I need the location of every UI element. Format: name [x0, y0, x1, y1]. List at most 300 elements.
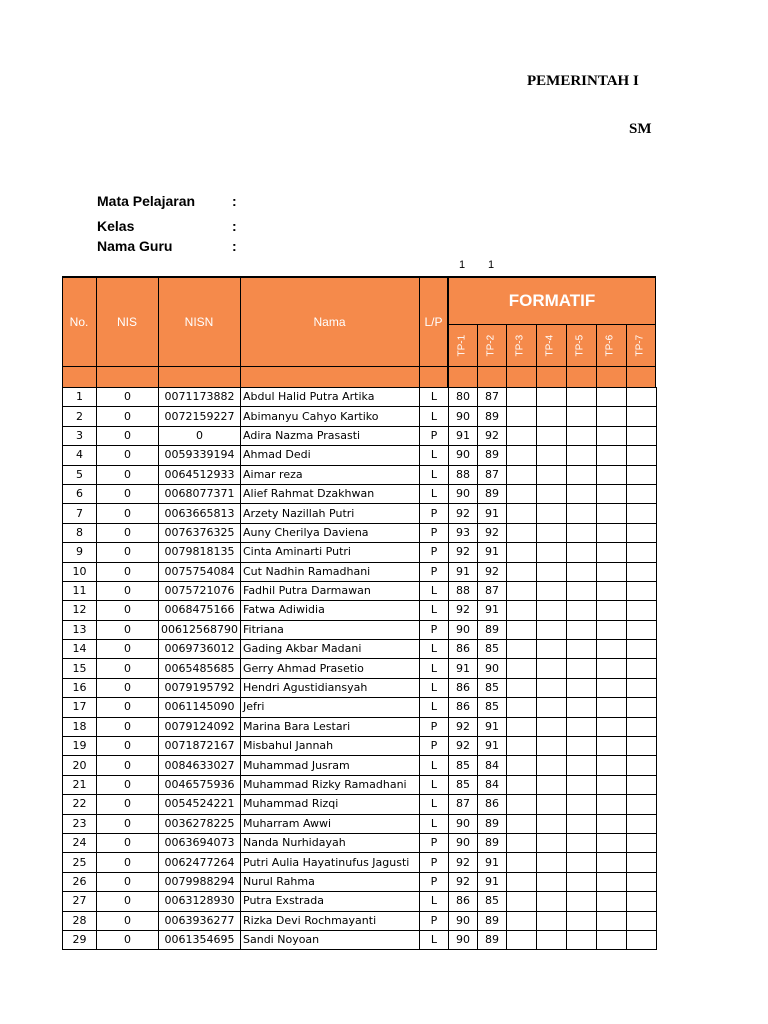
cell-tp5[interactable] [567, 601, 597, 620]
cell-nis[interactable]: 0 [97, 737, 159, 756]
cell-nis[interactable]: 0 [97, 446, 159, 465]
cell-nisn[interactable]: 0063128930 [159, 892, 241, 911]
cell-tp2[interactable]: 85 [478, 698, 507, 717]
cell-tp6[interactable] [597, 640, 627, 659]
cell-nis[interactable]: 0 [97, 930, 159, 949]
cell-nama[interactable]: Cinta Aminarti Putri [241, 543, 420, 562]
cell-tp6[interactable] [597, 659, 627, 678]
cell-tp3[interactable] [507, 717, 537, 736]
cell-tp3[interactable] [507, 872, 537, 891]
cell-tp1[interactable]: 80 [449, 388, 478, 407]
cell-tp4[interactable] [537, 465, 567, 484]
cell-tp5[interactable] [567, 504, 597, 523]
cell-tp3[interactable] [507, 775, 537, 794]
cell-tp7[interactable] [627, 388, 657, 407]
cell-tp4[interactable] [537, 484, 567, 503]
cell-tp5[interactable] [567, 678, 597, 697]
cell-nama[interactable]: Muhammad Rizky Ramadhani [241, 775, 420, 794]
cell-nama[interactable]: Misbahul Jannah [241, 737, 420, 756]
table-row[interactable] [63, 930, 657, 949]
cell-tp3[interactable] [507, 640, 537, 659]
cell-tp5[interactable] [567, 446, 597, 465]
cell-tp6[interactable] [597, 407, 627, 426]
cell-tp1[interactable]: 92 [449, 717, 478, 736]
cell-tp3[interactable] [507, 581, 537, 600]
table-row[interactable] [63, 446, 657, 465]
cell-tp1[interactable]: 88 [449, 465, 478, 484]
cell-tp7[interactable] [627, 426, 657, 445]
cell-tp2[interactable]: 85 [478, 892, 507, 911]
cell-tp7[interactable] [627, 756, 657, 775]
cell-nama[interactable]: Auny Cherilya Daviena [241, 523, 420, 542]
cell-nama[interactable]: Jefri [241, 698, 420, 717]
cell-tp4[interactable] [537, 601, 567, 620]
cell-lp[interactable]: L [420, 892, 449, 911]
cell-nama[interactable]: Marina Bara Lestari [241, 717, 420, 736]
cell-tp3[interactable] [507, 833, 537, 852]
cell-tp3[interactable] [507, 562, 537, 581]
cell-nis[interactable]: 0 [97, 640, 159, 659]
cell-tp2[interactable]: 89 [478, 620, 507, 639]
cell-nama[interactable]: Fatwa Adiwidia [241, 601, 420, 620]
cell-nisn[interactable]: 0059339194 [159, 446, 241, 465]
cell-nisn[interactable]: 0064512933 [159, 465, 241, 484]
cell-tp3[interactable] [507, 737, 537, 756]
cell-tp6[interactable] [597, 892, 627, 911]
cell-nama[interactable]: Gerry Ahmad Prasetio [241, 659, 420, 678]
cell-tp2[interactable]: 92 [478, 562, 507, 581]
cell-tp4[interactable] [537, 795, 567, 814]
cell-nis[interactable]: 0 [97, 523, 159, 542]
cell-lp[interactable]: L [420, 581, 449, 600]
cell-nama[interactable]: Rizka Devi Rochmayanti [241, 911, 420, 930]
cell-lp[interactable]: L [420, 446, 449, 465]
cell-tp6[interactable] [597, 620, 627, 639]
cell-nis[interactable]: 0 [97, 426, 159, 445]
cell-nisn[interactable]: 0076376325 [159, 523, 241, 542]
cell-tp3[interactable] [507, 601, 537, 620]
table-row[interactable] [63, 698, 657, 717]
cell-tp3[interactable] [507, 484, 537, 503]
cell-tp2[interactable]: 89 [478, 930, 507, 949]
cell-nisn[interactable]: 0068475166 [159, 601, 241, 620]
cell-nama[interactable]: Putri Aulia Hayatinufus Jagusti [241, 853, 420, 872]
cell-tp6[interactable] [597, 465, 627, 484]
cell-tp7[interactable] [627, 504, 657, 523]
cell-nama[interactable]: Hendri Agustidiansyah [241, 678, 420, 697]
table-row[interactable] [63, 814, 657, 833]
cell-lp[interactable]: P [420, 717, 449, 736]
cell-nis[interactable]: 0 [97, 581, 159, 600]
cell-tp6[interactable] [597, 678, 627, 697]
table-row[interactable] [63, 465, 657, 484]
cell-tp2[interactable]: 92 [478, 523, 507, 542]
cell-tp4[interactable] [537, 659, 567, 678]
cell-tp2[interactable]: 91 [478, 717, 507, 736]
cell-lp[interactable]: L [420, 484, 449, 503]
cell-lp[interactable]: P [420, 523, 449, 542]
cell-nis[interactable]: 0 [97, 543, 159, 562]
cell-nama[interactable]: Nanda Nurhidayah [241, 833, 420, 852]
cell-tp1[interactable]: 91 [449, 562, 478, 581]
cell-tp6[interactable] [597, 543, 627, 562]
cell-tp4[interactable] [537, 543, 567, 562]
cell-tp7[interactable] [627, 853, 657, 872]
cell-nama[interactable]: Putra Exstrada [241, 892, 420, 911]
cell-tp1[interactable]: 86 [449, 678, 478, 697]
cell-nisn[interactable]: 0065485685 [159, 659, 241, 678]
cell-tp6[interactable] [597, 504, 627, 523]
cell-tp1[interactable]: 92 [449, 872, 478, 891]
cell-tp6[interactable] [597, 426, 627, 445]
cell-tp6[interactable] [597, 814, 627, 833]
cell-nis[interactable]: 0 [97, 678, 159, 697]
table-row[interactable] [63, 775, 657, 794]
cell-tp7[interactable] [627, 523, 657, 542]
cell-nama[interactable]: Abdul Halid Putra Artika [241, 388, 420, 407]
cell-tp7[interactable] [627, 640, 657, 659]
cell-nama[interactable]: Fadhil Putra Darmawan [241, 581, 420, 600]
cell-tp7[interactable] [627, 814, 657, 833]
cell-tp4[interactable] [537, 911, 567, 930]
cell-lp[interactable]: L [420, 601, 449, 620]
cell-tp1[interactable]: 86 [449, 698, 478, 717]
cell-lp[interactable]: P [420, 853, 449, 872]
cell-nama[interactable]: Adira Nazma Prasasti [241, 426, 420, 445]
cell-nisn[interactable]: 0046575936 [159, 775, 241, 794]
cell-nisn[interactable]: 0068077371 [159, 484, 241, 503]
cell-nama[interactable]: Sandi Noyoan [241, 930, 420, 949]
cell-tp3[interactable] [507, 930, 537, 949]
cell-tp5[interactable] [567, 640, 597, 659]
cell-tp5[interactable] [567, 543, 597, 562]
cell-nama[interactable]: Fitriana [241, 620, 420, 639]
cell-tp6[interactable] [597, 930, 627, 949]
cell-tp7[interactable] [627, 678, 657, 697]
cell-nama[interactable]: Abimanyu Cahyo Kartiko [241, 407, 420, 426]
cell-nis[interactable]: 0 [97, 775, 159, 794]
cell-tp7[interactable] [627, 407, 657, 426]
cell-lp[interactable]: P [420, 620, 449, 639]
cell-tp6[interactable] [597, 911, 627, 930]
cell-tp2[interactable]: 86 [478, 795, 507, 814]
cell-tp5[interactable] [567, 562, 597, 581]
table-row[interactable] [63, 659, 657, 678]
cell-tp6[interactable] [597, 737, 627, 756]
cell-tp2[interactable]: 89 [478, 446, 507, 465]
cell-tp4[interactable] [537, 698, 567, 717]
cell-tp5[interactable] [567, 833, 597, 852]
cell-tp6[interactable] [597, 872, 627, 891]
cell-nis[interactable]: 0 [97, 853, 159, 872]
table-row[interactable] [63, 543, 657, 562]
cell-tp2[interactable]: 89 [478, 814, 507, 833]
cell-tp2[interactable]: 89 [478, 911, 507, 930]
cell-nisn[interactable]: 0063694073 [159, 833, 241, 852]
cell-nisn[interactable]: 0084633027 [159, 756, 241, 775]
cell-nis[interactable]: 0 [97, 833, 159, 852]
table-row[interactable] [63, 484, 657, 503]
cell-tp2[interactable]: 87 [478, 581, 507, 600]
cell-lp[interactable]: L [420, 795, 449, 814]
cell-tp5[interactable] [567, 407, 597, 426]
cell-nama[interactable]: Gading Akbar Madani [241, 640, 420, 659]
cell-tp7[interactable] [627, 795, 657, 814]
cell-nisn[interactable]: 0079195792 [159, 678, 241, 697]
cell-tp5[interactable] [567, 853, 597, 872]
cell-tp3[interactable] [507, 407, 537, 426]
cell-lp[interactable]: L [420, 407, 449, 426]
cell-tp3[interactable] [507, 620, 537, 639]
cell-tp5[interactable] [567, 775, 597, 794]
cell-tp1[interactable]: 91 [449, 659, 478, 678]
cell-tp6[interactable] [597, 446, 627, 465]
cell-tp4[interactable] [537, 407, 567, 426]
cell-lp[interactable]: P [420, 543, 449, 562]
cell-tp1[interactable]: 92 [449, 601, 478, 620]
cell-nama[interactable]: Aimar reza [241, 465, 420, 484]
cell-tp4[interactable] [537, 640, 567, 659]
cell-tp7[interactable] [627, 543, 657, 562]
cell-nisn[interactable]: 0061354695 [159, 930, 241, 949]
cell-tp3[interactable] [507, 814, 537, 833]
cell-nis[interactable]: 0 [97, 504, 159, 523]
cell-nama[interactable]: Muhammad Jusram [241, 756, 420, 775]
cell-tp3[interactable] [507, 659, 537, 678]
table-row[interactable] [63, 601, 657, 620]
cell-nisn[interactable]: 0063936277 [159, 911, 241, 930]
table-row[interactable] [63, 795, 657, 814]
cell-nisn[interactable]: 00612568790 [159, 620, 241, 639]
cell-tp7[interactable] [627, 698, 657, 717]
cell-tp1[interactable]: 87 [449, 795, 478, 814]
cell-tp4[interactable] [537, 504, 567, 523]
cell-tp5[interactable] [567, 484, 597, 503]
cell-nis[interactable]: 0 [97, 892, 159, 911]
cell-tp2[interactable]: 91 [478, 737, 507, 756]
cell-tp5[interactable] [567, 911, 597, 930]
cell-tp5[interactable] [567, 698, 597, 717]
cell-nis[interactable]: 0 [97, 795, 159, 814]
cell-tp3[interactable] [507, 911, 537, 930]
cell-tp3[interactable] [507, 756, 537, 775]
cell-tp1[interactable]: 92 [449, 504, 478, 523]
cell-tp2[interactable]: 85 [478, 640, 507, 659]
cell-tp1[interactable]: 90 [449, 930, 478, 949]
cell-tp1[interactable]: 88 [449, 581, 478, 600]
cell-nis[interactable]: 0 [97, 620, 159, 639]
cell-tp1[interactable]: 90 [449, 484, 478, 503]
cell-nis[interactable]: 0 [97, 465, 159, 484]
cell-tp3[interactable] [507, 892, 537, 911]
table-row[interactable] [63, 562, 657, 581]
cell-tp1[interactable]: 90 [449, 911, 478, 930]
cell-lp[interactable]: L [420, 756, 449, 775]
table-row[interactable] [63, 388, 657, 407]
cell-tp7[interactable] [627, 659, 657, 678]
cell-tp4[interactable] [537, 930, 567, 949]
cell-tp7[interactable] [627, 446, 657, 465]
cell-nisn[interactable]: 0 [159, 426, 241, 445]
cell-lp[interactable]: L [420, 678, 449, 697]
cell-tp6[interactable] [597, 523, 627, 542]
table-row[interactable] [63, 523, 657, 542]
cell-nis[interactable]: 0 [97, 717, 159, 736]
cell-tp7[interactable] [627, 620, 657, 639]
cell-tp4[interactable] [537, 737, 567, 756]
cell-tp6[interactable] [597, 562, 627, 581]
cell-tp1[interactable]: 90 [449, 620, 478, 639]
cell-lp[interactable]: L [420, 388, 449, 407]
cell-lp[interactable]: L [420, 698, 449, 717]
cell-nama[interactable]: Muhammad Rizqi [241, 795, 420, 814]
cell-tp5[interactable] [567, 814, 597, 833]
table-row[interactable] [63, 756, 657, 775]
table-row[interactable] [63, 833, 657, 852]
cell-tp6[interactable] [597, 601, 627, 620]
cell-tp6[interactable] [597, 833, 627, 852]
cell-tp7[interactable] [627, 737, 657, 756]
cell-tp7[interactable] [627, 581, 657, 600]
cell-nama[interactable]: Muharram Awwi [241, 814, 420, 833]
cell-tp4[interactable] [537, 426, 567, 445]
cell-nama[interactable]: Alief Rahmat Dzakhwan [241, 484, 420, 503]
table-row[interactable] [63, 717, 657, 736]
cell-tp5[interactable] [567, 620, 597, 639]
cell-tp1[interactable]: 92 [449, 737, 478, 756]
cell-nisn[interactable]: 0072159227 [159, 407, 241, 426]
cell-tp1[interactable]: 90 [449, 446, 478, 465]
cell-tp1[interactable]: 86 [449, 640, 478, 659]
cell-nisn[interactable]: 0069736012 [159, 640, 241, 659]
cell-nama[interactable]: Ahmad Dedi [241, 446, 420, 465]
cell-nis[interactable]: 0 [97, 407, 159, 426]
table-row[interactable] [63, 678, 657, 697]
cell-nis[interactable]: 0 [97, 601, 159, 620]
cell-tp6[interactable] [597, 853, 627, 872]
cell-tp4[interactable] [537, 717, 567, 736]
cell-tp1[interactable]: 90 [449, 833, 478, 852]
cell-tp7[interactable] [627, 892, 657, 911]
cell-tp1[interactable]: 91 [449, 426, 478, 445]
cell-tp4[interactable] [537, 833, 567, 852]
cell-tp3[interactable] [507, 795, 537, 814]
cell-tp5[interactable] [567, 523, 597, 542]
cell-tp3[interactable] [507, 465, 537, 484]
cell-tp2[interactable]: 90 [478, 659, 507, 678]
cell-tp2[interactable]: 87 [478, 465, 507, 484]
cell-nama[interactable]: Nurul Rahma [241, 872, 420, 891]
cell-tp3[interactable] [507, 388, 537, 407]
cell-nisn[interactable]: 0061145090 [159, 698, 241, 717]
cell-tp3[interactable] [507, 698, 537, 717]
cell-tp2[interactable]: 91 [478, 872, 507, 891]
cell-lp[interactable]: L [420, 465, 449, 484]
cell-nama[interactable]: Arzety Nazillah Putri [241, 504, 420, 523]
table-row[interactable] [63, 892, 657, 911]
cell-tp6[interactable] [597, 388, 627, 407]
cell-tp6[interactable] [597, 484, 627, 503]
cell-nisn[interactable]: 0062477264 [159, 853, 241, 872]
cell-tp4[interactable] [537, 581, 567, 600]
cell-tp2[interactable]: 84 [478, 756, 507, 775]
cell-tp5[interactable] [567, 426, 597, 445]
cell-tp4[interactable] [537, 678, 567, 697]
cell-tp7[interactable] [627, 601, 657, 620]
cell-tp5[interactable] [567, 892, 597, 911]
cell-tp2[interactable]: 84 [478, 775, 507, 794]
cell-tp5[interactable] [567, 872, 597, 891]
cell-tp7[interactable] [627, 562, 657, 581]
cell-nisn[interactable]: 0079988294 [159, 872, 241, 891]
cell-tp3[interactable] [507, 543, 537, 562]
cell-lp[interactable]: L [420, 640, 449, 659]
table-row[interactable] [63, 911, 657, 930]
cell-tp6[interactable] [597, 795, 627, 814]
cell-tp1[interactable]: 92 [449, 853, 478, 872]
cell-tp1[interactable]: 85 [449, 775, 478, 794]
cell-nis[interactable]: 0 [97, 698, 159, 717]
cell-tp2[interactable]: 91 [478, 853, 507, 872]
cell-nisn[interactable]: 0063665813 [159, 504, 241, 523]
cell-lp[interactable]: L [420, 775, 449, 794]
cell-nisn[interactable]: 0079124092 [159, 717, 241, 736]
cell-lp[interactable]: P [420, 872, 449, 891]
cell-nis[interactable]: 0 [97, 388, 159, 407]
cell-tp7[interactable] [627, 465, 657, 484]
cell-tp5[interactable] [567, 581, 597, 600]
table-row[interactable] [63, 504, 657, 523]
cell-lp[interactable]: P [420, 562, 449, 581]
cell-nisn[interactable]: 0075721076 [159, 581, 241, 600]
table-row[interactable] [63, 853, 657, 872]
table-row[interactable] [63, 407, 657, 426]
cell-tp4[interactable] [537, 620, 567, 639]
cell-tp4[interactable] [537, 523, 567, 542]
cell-tp2[interactable]: 92 [478, 426, 507, 445]
cell-tp4[interactable] [537, 775, 567, 794]
cell-lp[interactable]: L [420, 930, 449, 949]
cell-nis[interactable]: 0 [97, 872, 159, 891]
table-row[interactable] [63, 640, 657, 659]
cell-nis[interactable]: 0 [97, 814, 159, 833]
cell-lp[interactable]: P [420, 426, 449, 445]
cell-tp6[interactable] [597, 698, 627, 717]
cell-tp2[interactable]: 89 [478, 484, 507, 503]
cell-tp2[interactable]: 91 [478, 601, 507, 620]
cell-nis[interactable]: 0 [97, 911, 159, 930]
cell-tp5[interactable] [567, 756, 597, 775]
cell-nis[interactable]: 0 [97, 484, 159, 503]
table-row[interactable] [63, 581, 657, 600]
cell-tp2[interactable]: 89 [478, 833, 507, 852]
cell-tp6[interactable] [597, 756, 627, 775]
cell-tp2[interactable]: 89 [478, 407, 507, 426]
cell-tp7[interactable] [627, 930, 657, 949]
cell-tp6[interactable] [597, 581, 627, 600]
cell-lp[interactable]: P [420, 911, 449, 930]
cell-tp5[interactable] [567, 930, 597, 949]
cell-nisn[interactable]: 0079818135 [159, 543, 241, 562]
cell-tp4[interactable] [537, 892, 567, 911]
cell-nis[interactable]: 0 [97, 659, 159, 678]
cell-tp2[interactable]: 91 [478, 543, 507, 562]
cell-tp7[interactable] [627, 775, 657, 794]
cell-tp7[interactable] [627, 911, 657, 930]
cell-tp5[interactable] [567, 659, 597, 678]
cell-tp4[interactable] [537, 562, 567, 581]
cell-tp6[interactable] [597, 717, 627, 736]
